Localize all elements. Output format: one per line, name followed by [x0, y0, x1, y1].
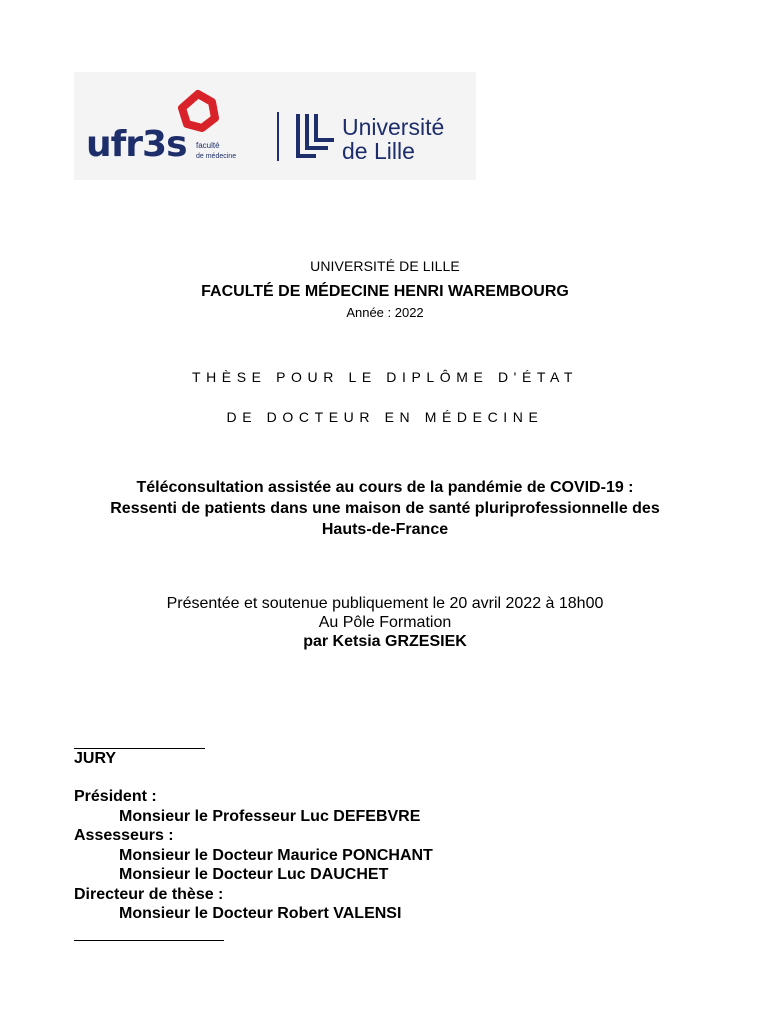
academic-year: Année : 2022 [346, 305, 424, 320]
director-label: Directeur de thèse : [74, 885, 224, 903]
jury-heading: JURY [74, 750, 117, 767]
logo-banner [74, 72, 476, 180]
thesis-title-line: Hauts-de-France [321, 521, 449, 538]
presentation-author: par Ketsia GRZESIEK [303, 633, 467, 650]
faculty-heading: FACULTÉ DE MÉDECINE HENRI WAREMBOURG [201, 283, 569, 300]
president-name: Monsieur le Professeur Luc DEFEBVRE [119, 807, 421, 825]
president-label: Président : [74, 788, 157, 805]
jury-top-rule [74, 748, 205, 749]
assessors-label: Assesseurs : [74, 827, 174, 844]
thesis-type-line-2: DE DOCTEUR EN MÉDECINE [226, 409, 544, 425]
ull-monogram-icon [298, 116, 332, 156]
presentation-date: Présentée et soutenue publiquement le 20 avril 2022 à 18h00 [166, 595, 604, 612]
ufr3s-wordmark: ufr3s [86, 124, 187, 165]
jury-bottom-rule [74, 940, 224, 941]
thesis-title-line: Ressenti de patients dans une maison de santé pluriprofessionnelle des [110, 500, 660, 517]
ufr3s-red-hexagon-icon [182, 94, 215, 128]
ufr3s-logo [86, 94, 236, 165]
presentation-block [0, 594, 770, 651]
university-lille-logo [298, 114, 444, 164]
thesis-title [0, 477, 770, 540]
jury-members [74, 787, 433, 924]
university-wordmark-line1: Université [342, 114, 445, 140]
assessor-name: Monsieur le Docteur Luc DAUCHET [119, 866, 389, 883]
director-name: Monsieur le Docteur Robert VALENSI [119, 905, 402, 922]
thesis-title-line: Téléconsultation assistée au cours de la pandémie de COVID-19 : [136, 479, 634, 496]
university-wordmark-line2: de Lille [342, 138, 415, 164]
logos-graphic [74, 72, 476, 180]
presentation-place: Au Pôle Formation [318, 614, 452, 631]
university-heading: UNIVERSITÉ DE LILLE [310, 258, 460, 274]
assessor-name: Monsieur le Docteur Maurice PONCHANT [119, 846, 433, 864]
ufr3s-subtitle-2: de médecine [196, 153, 237, 160]
ufr3s-subtitle-1: faculté [196, 141, 220, 150]
thesis-type-line-1: THÈSE POUR LE DIPLÔME D'ÉTAT [191, 369, 579, 385]
